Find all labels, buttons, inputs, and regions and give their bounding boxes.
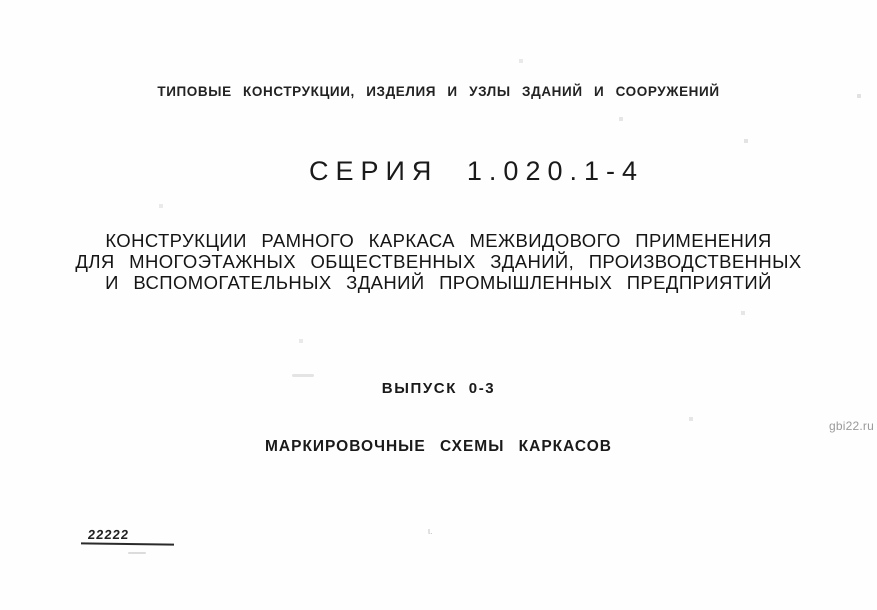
main-title — [0, 230, 877, 293]
main-title-line-2: ДЛЯ МНОГОЭТАЖНЫХ ОБЩЕСТВЕННЫХ ЗДАНИЙ, ПРОИЗВОДСТВЕННЫХ — [75, 251, 802, 272]
stamp-underline — [81, 542, 174, 545]
issue-number: ВЫПУСК 0-3 — [381, 380, 496, 397]
series-title: СЕРИЯ 1.020.1-4 — [308, 156, 644, 186]
pencil-mark: ι. — [428, 526, 433, 536]
scan-noise — [0, 0, 2, 2]
document-subtitle: МАРКИРОВОЧНЫЕ СХЕМЫ КАРКАСОВ — [265, 438, 612, 455]
site-watermark: gbi22.ru — [829, 419, 874, 433]
pencil-smudge — [292, 374, 314, 377]
document-category-line: ТИПОВЫЕ КОНСТРУКЦИИ, ИЗДЕЛИЯ И УЗЛЫ ЗДАНИЙ И СООРУЖЕНИЙ — [157, 84, 720, 99]
main-title-line-1: КОНСТРУКЦИИ РАМНОГО КАРКАСА МЕЖВИДОВОГО ПРИМЕНЕНИЯ — [105, 230, 772, 251]
pencil-smudge — [128, 552, 146, 554]
inventory-stamp-number: 22222 — [87, 527, 130, 542]
main-title-line-3: И ВСПОМОГАТЕЛЬНЫХ ЗДАНИЙ ПРОМЫШЛЕННЫХ ПРЕДПРИЯТИЙ — [105, 272, 772, 293]
